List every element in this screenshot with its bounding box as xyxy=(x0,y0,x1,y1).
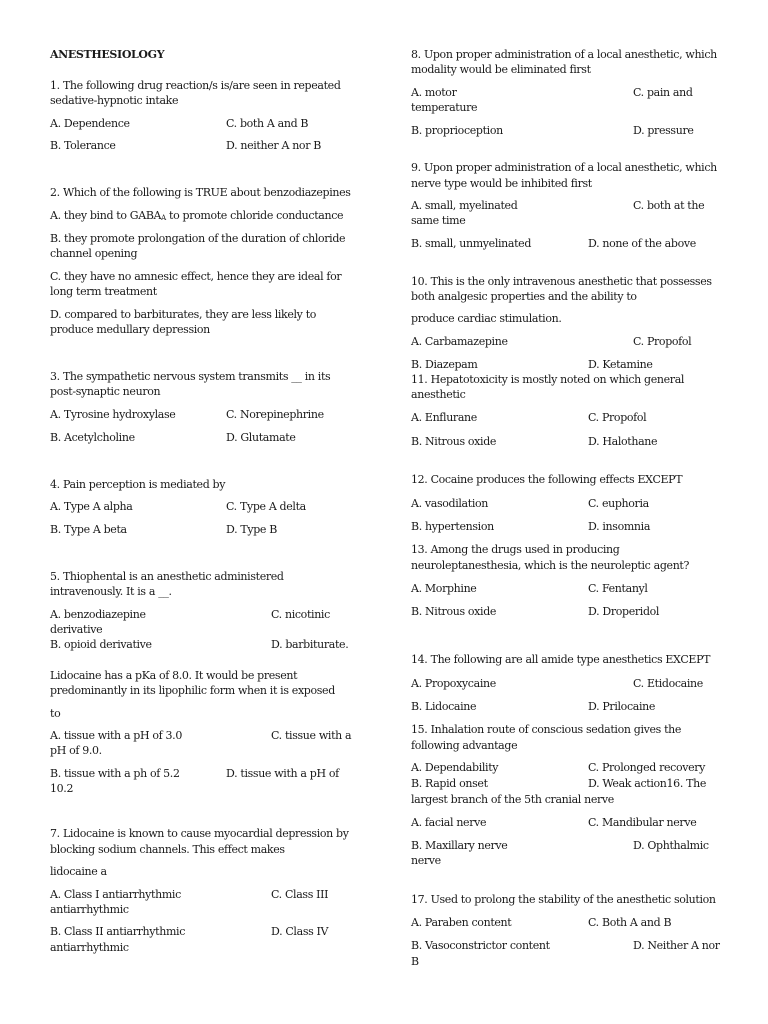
q8-choice-a-line: temperature xyxy=(411,101,478,114)
q3-choice-b: B. Acetylcholine xyxy=(50,431,135,444)
q14-choice-b: B. Lidocaine xyxy=(411,700,477,713)
q16-choice-a: A. facial nerve xyxy=(411,816,487,829)
q3-stem-line: post-synaptic neuron xyxy=(50,385,161,398)
q7-choice-a-line: antiarrhythmic xyxy=(50,903,129,916)
page-title: ANESTHESIOLOGY xyxy=(50,48,165,61)
q2-stem: 2. Which of the following is TRUE about benzodiazepines xyxy=(50,186,351,199)
q2-choice-d-line: produce medullary depression xyxy=(50,323,210,336)
q8-choice-c: C. pain and xyxy=(633,86,693,99)
q17-choice-a: A. Paraben content xyxy=(411,916,512,929)
q5-choice-a-line: derivative xyxy=(50,623,103,636)
q15-choice-c: C. Prolonged recovery xyxy=(588,761,706,774)
q8-choice-b: B. proprioception xyxy=(411,124,503,137)
q2-choice-b-line: B. they promote prolongation of the duration of chloride xyxy=(50,232,346,245)
q5-choice-a-line: A. benzodiazepine xyxy=(50,608,146,621)
q16-choice-b-line: B. Maxillary nerve xyxy=(411,839,508,852)
q4-stem: 4. Pain perception is mediated by xyxy=(50,478,226,491)
q16-stem: largest branch of the 5th cranial nerve xyxy=(411,793,614,806)
q7-choice-d: D. Class IV xyxy=(271,925,329,938)
q5-choice-b: B. opioid derivative xyxy=(50,638,152,651)
q13-choice-b: B. Nitrous oxide xyxy=(411,605,497,618)
q5-choice-c: C. nicotinic xyxy=(271,608,330,621)
q10-stem-line: 10. This is the only intravenous anesthetic that possesses xyxy=(411,275,712,288)
q13-choice-d: D. Droperidol xyxy=(588,605,660,618)
q14-choice-c: C. Etidocaine xyxy=(633,677,703,690)
q17-choice-d: D. Neither A nor xyxy=(633,939,720,952)
q4-choice-c: C. Type A delta xyxy=(226,500,306,513)
q14-choice-d: D. Prilocaine xyxy=(588,700,656,713)
q13-stem-line: 13. Among the drugs used in producing xyxy=(411,543,620,556)
q13-choice-a: A. Morphine xyxy=(411,582,477,595)
q14-stem: 14. The following are all amide type anesthetics EXCEPT xyxy=(411,653,711,666)
q7-choice-b-line: B. Class II antiarrhythmic xyxy=(50,925,186,938)
q17-choice-b-line: B. Vasoconstrictor content xyxy=(411,939,550,952)
q5-choice-d: D. barbiturate. xyxy=(271,638,349,651)
q7-stem-line: lidocaine a xyxy=(50,865,107,878)
q10-choice-b: B. Diazepam xyxy=(411,358,478,371)
q11-choice-a: A. Enflurane xyxy=(411,411,477,424)
q10-choice-c: C. Propofol xyxy=(633,335,692,348)
q8-choice-d: D. pressure xyxy=(633,124,694,137)
q11-choice-b: B. Nitrous oxide xyxy=(411,435,497,448)
q9-choice-c: C. both at the xyxy=(633,199,705,212)
q6-stem-line: predominantly in its lipophilic form when it is exposed xyxy=(50,684,335,697)
q12-choice-d: D. insomnia xyxy=(588,520,651,533)
q12-choice-a: A. vasodilation xyxy=(411,497,489,510)
q1-stem-line: 1. The following drug reaction/s is/are seen in repeated xyxy=(50,79,341,92)
q17-stem: 17. Used to prolong the stability of the anesthetic solution xyxy=(411,893,716,906)
q2-choice-a: A. they bind to $GABA_A$ to promote chloride conductance xyxy=(50,209,344,222)
q9-stem-line: 9. Upon proper administration of a local anesthetic, which xyxy=(411,161,717,174)
q3-stem-line: 3. The sympathetic nervous system transmits __ in its xyxy=(50,370,331,383)
q15-choice-a: A. Dependability xyxy=(411,761,499,774)
q11-stem-line: 11. Hepatotoxicity is mostly noted on which general xyxy=(411,373,685,386)
q10-stem-line: both analgesic properties and the ability to xyxy=(411,290,637,303)
q6-choice-b-line: B. tissue with a ph of 5.2 xyxy=(50,767,180,780)
q6-choice-a-line: pH of 9.0. xyxy=(50,744,102,757)
q16-choice-d: D. Ophthalmic xyxy=(633,839,709,852)
q7-stem-line: blocking sodium channels. This effect makes xyxy=(50,843,285,856)
q1-choice-c: C. both A and B xyxy=(226,117,309,130)
q15-choice-d: D. Weak action16. The xyxy=(588,777,706,790)
q1-stem-line: sedative-hypnotic intake xyxy=(50,94,179,107)
q16-choice-b-line: nerve xyxy=(411,854,441,867)
q6-stem-line: to xyxy=(50,707,61,720)
q1-choice-a: A. Dependence xyxy=(50,117,130,130)
q11-stem-line: anesthetic xyxy=(411,388,466,401)
q15-stem-line: 15. Inhalation route of conscious sedation gives the xyxy=(411,723,682,736)
q7-stem-line: 7. Lidocaine is known to cause myocardial depression by xyxy=(50,827,349,840)
q4-choice-a: A. Type A alpha xyxy=(50,500,133,513)
q9-choice-d: D. none of the above xyxy=(588,237,696,250)
q13-stem-line: neuroleptanesthesia, which is the neuroleptic agent? xyxy=(411,559,690,572)
q8-choice-a-line: A. motor xyxy=(411,86,457,99)
q9-choice-a-line: A. small, myelinated xyxy=(411,199,518,212)
q4-choice-d: D. Type B xyxy=(226,523,277,536)
q16-choice-c: C. Mandibular nerve xyxy=(588,816,697,829)
q11-choice-d: D. Halothane xyxy=(588,435,658,448)
q2-choice-d-line: D. compared to barbiturates, they are less likely to xyxy=(50,308,317,321)
q5-stem-line: intravenously. It is a __. xyxy=(50,585,172,598)
q10-choice-a: A. Carbamazepine xyxy=(411,335,508,348)
q7-choice-a-line: A. Class I antiarrhythmic xyxy=(50,888,181,901)
q6-choice-b-line: 10.2 xyxy=(50,782,74,795)
q15-choice-b: B. Rapid onset xyxy=(411,777,488,790)
q1-choice-b: B. Tolerance xyxy=(50,139,116,152)
q3-choice-a: A. Tyrosine hydroxylase xyxy=(50,408,176,421)
q2-choice-b-line: channel opening xyxy=(50,247,138,260)
q6-choice-d: D. tissue with a pH of xyxy=(226,767,339,780)
q6-choice-a-line: A. tissue with a pH of 3.0 xyxy=(50,729,182,742)
q11-choice-c: C. Propofol xyxy=(588,411,647,424)
q1-choice-d: D. neither A nor B xyxy=(226,139,321,152)
q9-stem-line: nerve type would be inhibited first xyxy=(411,177,592,190)
q4-choice-b: B. Type A beta xyxy=(50,523,127,536)
q12-choice-c: C. euphoria xyxy=(588,497,649,510)
q2-choice-c-line: long term treatment xyxy=(50,285,157,298)
q8-stem-line: 8. Upon proper administration of a local anesthetic, which xyxy=(411,48,717,61)
q6-stem-line: Lidocaine has a pKa of 8.0. It would be present xyxy=(50,669,298,682)
q17-choice-b-line: B xyxy=(411,955,419,968)
q15-stem-line: following advantage xyxy=(411,739,518,752)
q13-choice-c: C. Fentanyl xyxy=(588,582,648,595)
q6-choice-c: C. tissue with a xyxy=(271,729,352,742)
q9-choice-b: B. small, unmyelinated xyxy=(411,237,532,250)
q2-choice-c-line: C. they have no amnesic effect, hence they are ideal for xyxy=(50,270,342,283)
q12-choice-b: B. hypertension xyxy=(411,520,494,533)
q17-choice-c: C. Both A and B xyxy=(588,916,672,929)
q3-choice-c: C. Norepinephrine xyxy=(226,408,324,421)
q10-choice-d: D. Ketamine xyxy=(588,358,653,371)
q3-choice-d: D. Glutamate xyxy=(226,431,296,444)
q12-stem: 12. Cocaine produces the following effects EXCEPT xyxy=(411,473,683,486)
q8-stem-line: modality would be eliminated first xyxy=(411,63,591,76)
q14-choice-a: A. Propoxycaine xyxy=(411,677,496,690)
q7-choice-c: C. Class III xyxy=(271,888,329,901)
q9-choice-a-line: same time xyxy=(411,214,466,227)
q7-choice-b-line: antiarrhythmic xyxy=(50,941,129,954)
q10-stem-line: produce cardiac stimulation. xyxy=(411,312,562,325)
q5-stem-line: 5. Thiophental is an anesthetic administered xyxy=(50,570,284,583)
